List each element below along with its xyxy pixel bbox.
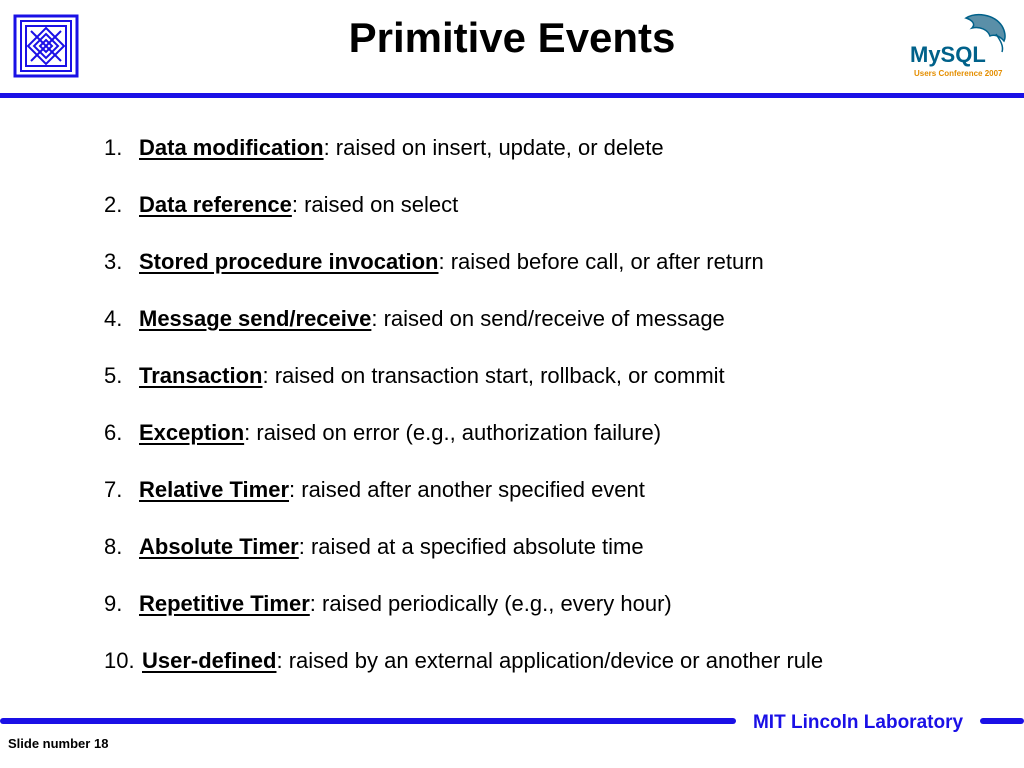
list-item-term: Relative Timer	[139, 477, 290, 502]
list-item	[104, 304, 1004, 361]
list-item-term: Repetitive Timer	[139, 591, 310, 616]
list-item	[104, 646, 1004, 703]
list-item-number: 2.	[104, 192, 123, 217]
list-item	[104, 247, 1004, 304]
list-item	[104, 589, 1004, 646]
list-item-number: 4.	[104, 306, 123, 331]
list-item-number: 7.	[104, 477, 123, 502]
list-item-description: : raised on transaction start, rollback, or commit	[262, 363, 725, 388]
list-item-description: : raised on select	[291, 192, 459, 217]
event-list	[104, 133, 1004, 703]
list-item-term: Message send/receive	[139, 306, 372, 331]
list-item-description: : raised before call, or after return	[438, 249, 764, 274]
title-divider	[0, 93, 1024, 98]
list-item-term: Exception	[139, 420, 245, 445]
footer-bar-right	[980, 718, 1024, 724]
list-item-term: Absolute Timer	[139, 534, 299, 559]
list-item	[104, 532, 1004, 589]
list-item-description: : raised by an external application/device or another rule	[276, 648, 824, 673]
list-item-number: 5.	[104, 363, 123, 388]
list-item-number: 3.	[104, 249, 123, 274]
list-item-description: : raised at a specified absolute time	[298, 534, 644, 559]
list-item	[104, 418, 1004, 475]
list-item-number: 9.	[104, 591, 123, 616]
list-item-term: Data reference	[139, 192, 292, 217]
slide-number: Slide number 18	[8, 736, 109, 751]
list-item-description: : raised periodically (e.g., every hour)	[309, 591, 672, 616]
list-item	[104, 361, 1004, 418]
list-item-number: 1.	[104, 135, 123, 160]
mysql-caption: Users Conference 2007	[914, 69, 1003, 78]
list-item-term: User-defined	[142, 648, 277, 673]
footer-bar-left	[0, 718, 736, 724]
list-item-description: : raised on insert, update, or delete	[323, 135, 664, 160]
mysql-wordmark: MySQL	[910, 42, 986, 67]
list-item-description: : raised on error (e.g., authorization failure)	[244, 420, 662, 445]
list-item-number: 10.	[104, 648, 135, 673]
slide-title: Primitive Events	[348, 14, 676, 61]
list-item-number: 6.	[104, 420, 123, 445]
list-item-term: Stored procedure invocation	[139, 249, 439, 274]
list-item	[104, 190, 1004, 247]
list-item-description: : raised on send/receive of message	[371, 306, 725, 331]
footer-lab-name: MIT Lincoln Laboratory	[752, 712, 964, 733]
list-item-term: Transaction	[139, 363, 263, 388]
list-item-description: : raised after another specified event	[289, 477, 645, 502]
list-item	[104, 133, 1004, 190]
list-item-number: 8.	[104, 534, 123, 559]
list-item-term: Data modification	[139, 135, 324, 160]
list-item	[104, 475, 1004, 532]
